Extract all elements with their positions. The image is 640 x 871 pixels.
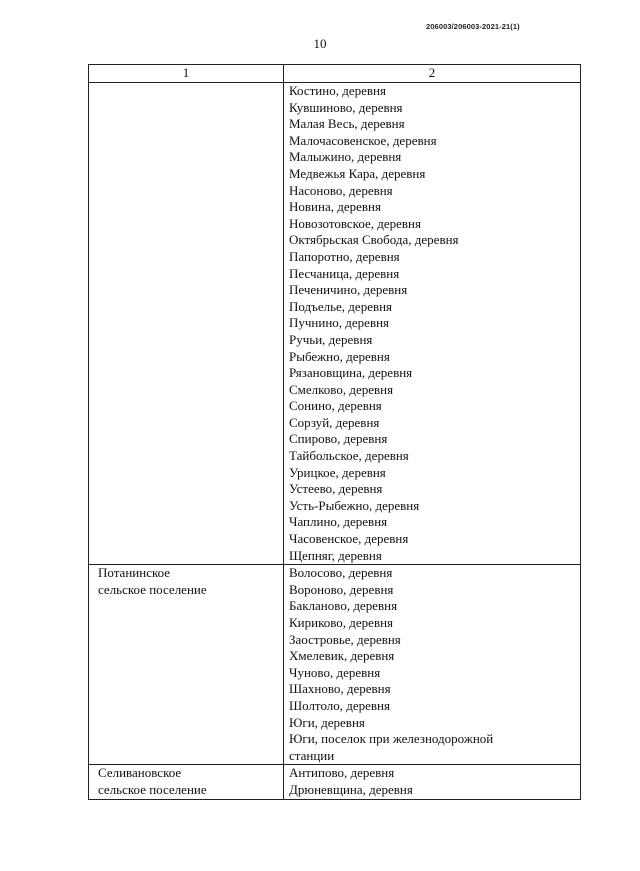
locality-item: Песчаница, деревня: [289, 265, 400, 281]
locality-item: Волосово, деревня: [289, 565, 393, 581]
locality-item: Дрюневщина, деревня: [289, 781, 413, 797]
locality-item: Щепняг, деревня: [289, 547, 382, 563]
locality-item: Чаплино, деревня: [289, 514, 388, 530]
settlement-name-line: Потанинское: [98, 565, 171, 581]
locality-item: Рыбежно, деревня: [289, 348, 390, 364]
locality-item: Кириково, деревня: [289, 615, 394, 630]
locality-item: Печеничино, деревня: [289, 282, 408, 298]
locality-item: Юги, поселок при железнодорожной: [289, 731, 494, 747]
locality-item: Часовенское, деревня: [289, 531, 409, 547]
locality-item: Сорзуй, деревня: [289, 414, 380, 430]
settlement-name-line: сельское поселение: [98, 581, 207, 597]
locality-item: Чуново, деревня: [289, 664, 381, 680]
locality-list-cell: [284, 83, 581, 565]
table-row: [89, 565, 581, 765]
table-header-row: [89, 65, 581, 83]
settlement-name-cell: [89, 765, 284, 799]
locality-item: Шахново, деревня: [289, 681, 391, 697]
locality-item: Костино, деревня: [289, 83, 386, 98]
locality-item: Хмелевик, деревня: [289, 648, 395, 664]
locality-item: станции: [289, 747, 335, 763]
locality-item: Бакланово, деревня: [289, 598, 398, 614]
locality-item: Вороново, деревня: [289, 581, 394, 597]
settlements-table: [88, 64, 581, 800]
settlement-name-line: Селивановское: [98, 765, 182, 781]
locality-item: Спирово, деревня: [289, 431, 388, 447]
locality-item: Рязановщина, деревня: [289, 365, 413, 381]
locality-item: Новина, деревня: [289, 199, 381, 215]
column-header-2: 2: [284, 65, 581, 83]
locality-item: Антипово, деревня: [289, 765, 395, 781]
locality-item: Октябрьская Свобода, деревня: [289, 232, 459, 248]
locality-item: Устеево, деревня: [289, 481, 383, 497]
locality-item: Заостровье, деревня: [289, 631, 401, 647]
locality-item: Малая Весь, деревня: [289, 116, 405, 132]
locality-item: Малочасовенское, деревня: [289, 132, 437, 148]
locality-item: Папоротно, деревня: [289, 248, 400, 264]
locality-item: Усть-Рыбежно, деревня: [289, 497, 420, 513]
locality-item: Юги, деревня: [289, 714, 365, 730]
locality-item: Малыжино, деревня: [289, 149, 402, 165]
page-number: 10: [313, 36, 327, 51]
locality-item: Подъелье, деревня: [289, 298, 393, 314]
table-row: [89, 765, 581, 799]
table-body: [89, 83, 581, 800]
locality-item: Новозотовское, деревня: [289, 215, 421, 231]
locality-item: Кувшиново, деревня: [289, 99, 403, 115]
settlement-name-cell: [89, 83, 284, 565]
locality-item: Тайбольское, деревня: [289, 448, 409, 464]
column-header-1: 1: [89, 65, 284, 83]
locality-list-cell: [284, 565, 581, 765]
locality-item: Пучнино, деревня: [289, 315, 390, 331]
locality-list-cell: [284, 765, 581, 799]
locality-item: Смелково, деревня: [289, 381, 394, 397]
locality-item: Медвежья Кара, деревня: [289, 165, 426, 181]
locality-item: Ручьи, деревня: [289, 331, 373, 347]
locality-item: Урицкое, деревня: [289, 464, 386, 480]
locality-item: Насоново, деревня: [289, 182, 393, 198]
settlement-name-line: сельское поселение: [98, 781, 207, 797]
settlement-name-cell: [89, 565, 284, 765]
locality-item: Шолтоло, деревня: [289, 697, 390, 713]
locality-item: Сонино, деревня: [289, 398, 382, 414]
document-id: 206003/206003-2021-21(1): [426, 22, 520, 31]
table-row: [89, 83, 581, 565]
